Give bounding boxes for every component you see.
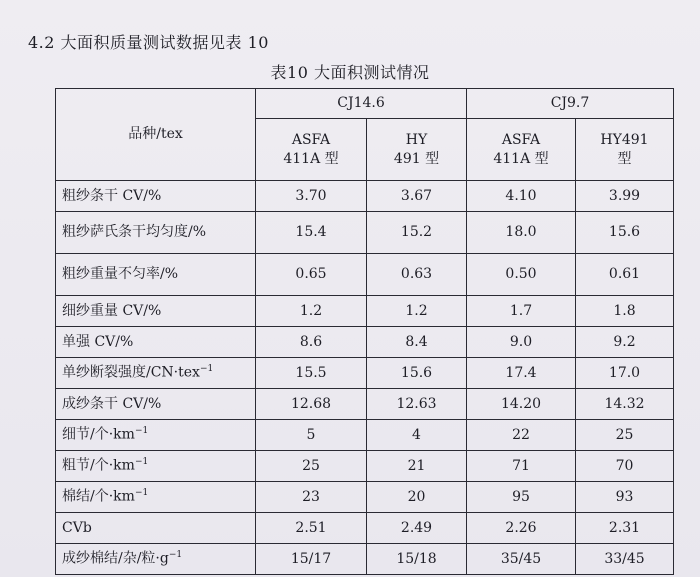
table-cell: 14.20 <box>467 389 576 420</box>
table-cell: 35/45 <box>467 544 576 575</box>
table-cell: 17.0 <box>576 358 674 389</box>
table-cell: 8.4 <box>367 327 467 358</box>
row-label-text: 成纱棉结/杂/粒·g <box>62 550 169 567</box>
table-row <box>56 544 674 575</box>
section-heading: 4.2 大面积质量测试数据见表 10 <box>28 33 269 52</box>
table-cell: 9.2 <box>576 327 674 358</box>
table-cell: 4 <box>367 420 467 451</box>
table-cell: 3.99 <box>576 181 674 212</box>
table-row <box>56 451 674 482</box>
table-cell: 25 <box>256 451 367 482</box>
header-group-row <box>56 89 674 119</box>
row-label-text: 细节/个·km <box>62 426 135 443</box>
table-cell: 2.26 <box>467 513 576 544</box>
table-cell: 15.2 <box>367 212 467 254</box>
table-cell: 15.6 <box>367 358 467 389</box>
column-header-line1: HY <box>405 131 428 148</box>
table-cell: 22 <box>467 420 576 451</box>
table-row <box>56 420 674 451</box>
table-cell: 23 <box>256 482 367 513</box>
table-cell: 95 <box>467 482 576 513</box>
row-label <box>56 451 256 482</box>
row-label: CVb <box>56 513 256 544</box>
row-label <box>56 420 256 451</box>
table-cell: 18.0 <box>467 212 576 254</box>
table-cell: 15/17 <box>256 544 367 575</box>
column-header <box>467 119 576 181</box>
table-row <box>56 296 674 327</box>
table-cell: 0.65 <box>256 254 367 296</box>
superscript: −1 <box>134 426 149 437</box>
table-cell: 5 <box>256 420 367 451</box>
table-cell: 8.6 <box>256 327 367 358</box>
table-cell: 20 <box>367 482 467 513</box>
table-cell: 71 <box>467 451 576 482</box>
column-header-line2: 型 <box>617 150 632 167</box>
column-header-line2: 411A 型 <box>283 150 339 167</box>
table-cell: 0.61 <box>576 254 674 296</box>
column-header-line1: ASFA <box>291 131 331 148</box>
row-label-text: 单纱断裂强度/CN·tex <box>62 364 200 381</box>
row-label-text: 棉结/个·km <box>62 488 135 505</box>
table-cell: 93 <box>576 482 674 513</box>
table-cell: 2.51 <box>256 513 367 544</box>
table-cell: 12.68 <box>256 389 367 420</box>
superscript: −1 <box>134 488 149 499</box>
table-row <box>56 181 674 212</box>
table-row <box>56 212 674 254</box>
table-caption: 表10 大面积测试情况 <box>270 63 430 82</box>
row-label <box>56 544 256 575</box>
table-cell: 21 <box>367 451 467 482</box>
table-cell: 0.50 <box>467 254 576 296</box>
table-cell: 9.0 <box>467 327 576 358</box>
column-header-line2: 411A 型 <box>493 150 549 167</box>
column-header-line1: HY491 <box>600 131 649 148</box>
table-cell: 1.7 <box>467 296 576 327</box>
table-row <box>56 254 674 296</box>
row-label: 成纱条干 CV/% <box>56 389 256 420</box>
table-row <box>56 389 674 420</box>
row-label <box>56 358 256 389</box>
column-header <box>367 119 467 181</box>
table-row <box>56 358 674 389</box>
group-header-cj14-6: CJ14.6 <box>256 89 467 119</box>
table-cell: 25 <box>576 420 674 451</box>
table-cell: 15.4 <box>256 212 367 254</box>
row-label: 粗纱重量不匀率/% <box>56 254 256 296</box>
table-cell: 4.10 <box>467 181 576 212</box>
row-label: 单强 CV/% <box>56 327 256 358</box>
row-label-text: 粗节/个·km <box>62 457 135 474</box>
table-cell: 17.4 <box>467 358 576 389</box>
table-cell: 2.49 <box>367 513 467 544</box>
table-row <box>56 513 674 544</box>
table-cell: 12.63 <box>367 389 467 420</box>
table-cell: 15.6 <box>576 212 674 254</box>
column-header <box>256 119 367 181</box>
table-cell: 15/18 <box>367 544 467 575</box>
row-label <box>56 482 256 513</box>
table-cell: 14.32 <box>576 389 674 420</box>
superscript: −1 <box>168 550 183 561</box>
table-cell: 1.2 <box>367 296 467 327</box>
table-cell: 1.2 <box>256 296 367 327</box>
table-row <box>56 482 674 513</box>
row-label: 粗纱萨氏条干均匀度/% <box>56 212 256 254</box>
table-cell: 3.70 <box>256 181 367 212</box>
column-header-line1: ASFA <box>501 131 541 148</box>
column-header-line2: 491 型 <box>393 150 440 167</box>
table-cell: 3.67 <box>367 181 467 212</box>
row-label-header-text: 品种/tex <box>128 126 183 143</box>
table-cell: 15.5 <box>256 358 367 389</box>
superscript: −1 <box>134 457 149 468</box>
table-cell: 33/45 <box>576 544 674 575</box>
row-label-header <box>56 89 256 181</box>
table-cell: 2.31 <box>576 513 674 544</box>
table-cell: 0.63 <box>367 254 467 296</box>
test-results-table <box>55 88 674 575</box>
superscript: −1 <box>199 364 214 375</box>
table-cell: 1.8 <box>576 296 674 327</box>
table-row <box>56 327 674 358</box>
group-header-cj9-7: CJ9.7 <box>467 89 674 119</box>
table-cell: 70 <box>576 451 674 482</box>
row-label: 细纱重量 CV/% <box>56 296 256 327</box>
row-label: 粗纱条干 CV/% <box>56 181 256 212</box>
column-header <box>576 119 674 181</box>
